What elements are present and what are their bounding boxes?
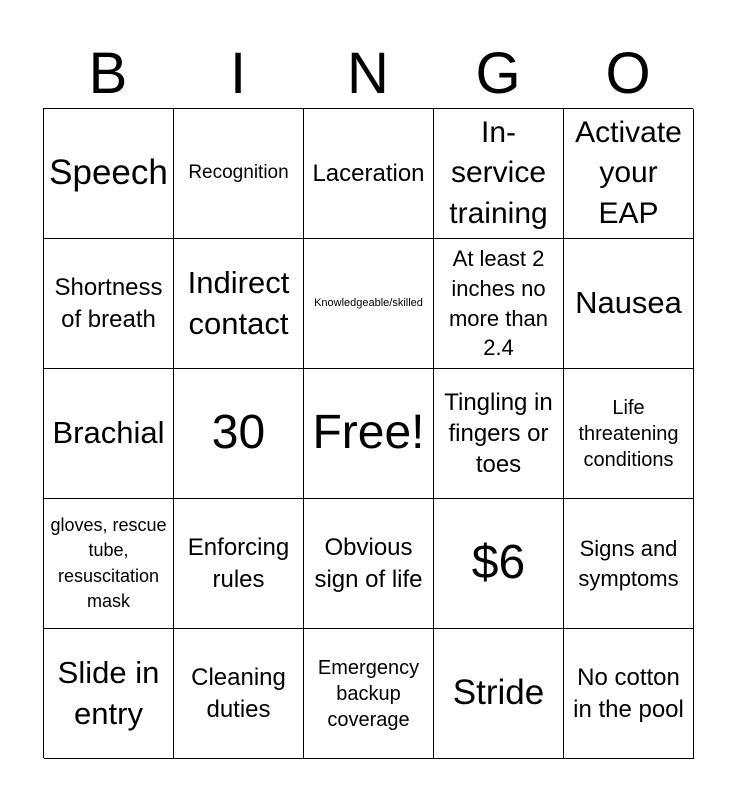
- cell-text: Obvious sign of life: [314, 534, 423, 593]
- header-letter-n: N: [347, 41, 389, 106]
- cell-text: gloves, rescue tube, resuscitation mask: [50, 515, 167, 611]
- bingo-cell[interactable]: [44, 499, 174, 629]
- bingo-cell[interactable]: [44, 109, 174, 239]
- bingo-cell[interactable]: [44, 239, 174, 369]
- cell-text: Life threatening conditions: [578, 396, 679, 471]
- bingo-cell[interactable]: [304, 239, 434, 369]
- bingo-cell[interactable]: [304, 499, 434, 629]
- cell-text: Tingling in fingers or toes: [444, 388, 553, 479]
- bingo-cell[interactable]: [174, 239, 304, 369]
- bingo-cell[interactable]: [434, 499, 564, 629]
- header-letter-b: B: [88, 41, 128, 106]
- cell-text: No cotton in the pool: [573, 664, 684, 723]
- cell-text: 30: [211, 406, 266, 460]
- cell-text: At least 2 inches no more than 2.4: [448, 246, 549, 361]
- cell-text: Emergency backup coverage: [317, 656, 420, 731]
- cell-text: Nausea: [575, 285, 682, 321]
- cell-text: Stride: [452, 673, 545, 713]
- cell-text: In-service training: [449, 115, 548, 230]
- bingo-cell[interactable]: [434, 239, 564, 369]
- bingo-cell[interactable]: [434, 369, 564, 499]
- cell-text: Speech: [49, 153, 168, 193]
- bingo-header: [43, 40, 693, 108]
- cell-text: Knowledgeable/skilled: [314, 296, 423, 309]
- bingo-cell[interactable]: [564, 629, 694, 759]
- cell-text: $6: [471, 536, 526, 590]
- cell-text: Slide in entry: [57, 655, 160, 731]
- cell-text: Indirect contact: [187, 265, 290, 341]
- cell-text: Enforcing rules: [187, 534, 290, 593]
- cell-text: Recognition: [188, 162, 289, 184]
- header-letter-g: G: [475, 41, 521, 106]
- bingo-cell[interactable]: [44, 369, 174, 499]
- bingo-cell[interactable]: [564, 239, 694, 369]
- cell-text: Brachial: [52, 415, 165, 451]
- cell-text: Laceration: [312, 159, 425, 187]
- cell-text: Shortness of breath: [54, 274, 163, 333]
- bingo-cell[interactable]: [174, 109, 304, 239]
- header-letter-i: I: [229, 41, 247, 106]
- bingo-cell[interactable]: [174, 499, 304, 629]
- bingo-cell[interactable]: [174, 629, 304, 759]
- free-space-text: Free!: [312, 406, 425, 460]
- bingo-cell[interactable]: [434, 109, 564, 239]
- bingo-cell[interactable]: [564, 109, 694, 239]
- bingo-cell[interactable]: [564, 369, 694, 499]
- cell-text: Signs and symptoms: [578, 535, 679, 591]
- bingo-cell[interactable]: [434, 629, 564, 759]
- bingo-cell[interactable]: [44, 629, 174, 759]
- bingo-cell[interactable]: [564, 499, 694, 629]
- bingo-cell[interactable]: [174, 369, 304, 499]
- cell-text: Cleaning duties: [191, 664, 286, 723]
- bingo-cell[interactable]: [304, 109, 434, 239]
- header-letter-o: O: [605, 41, 651, 106]
- bingo-cell[interactable]: [304, 629, 434, 759]
- bingo-board: [43, 108, 693, 758]
- cell-text: Activate your EAP: [575, 115, 682, 230]
- free-space-cell[interactable]: [304, 369, 434, 499]
